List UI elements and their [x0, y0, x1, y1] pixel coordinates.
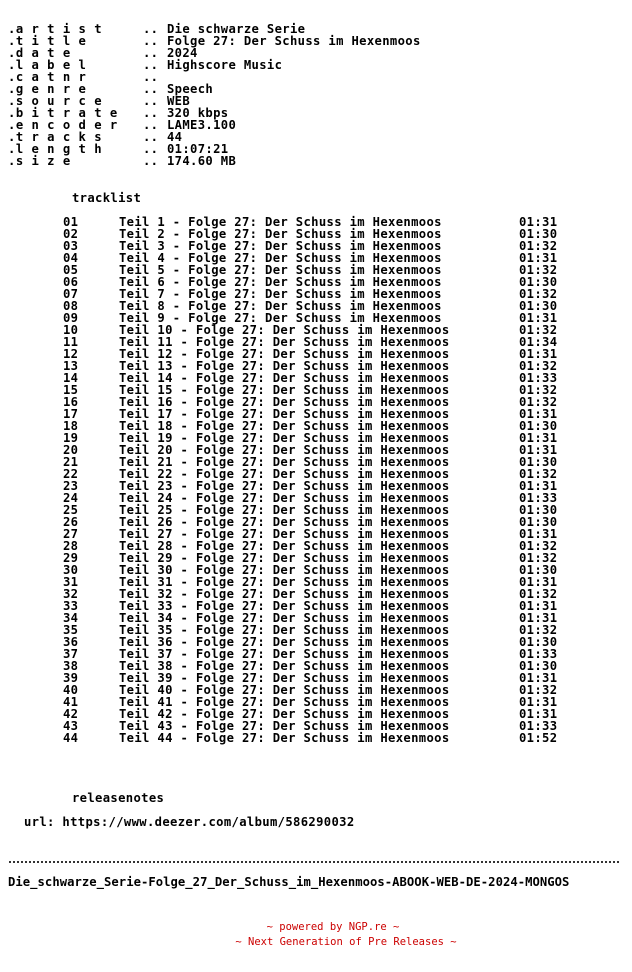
next-generation-footer: ~ Next Generation of Pre Releases ~: [235, 936, 457, 948]
track-title: Teil 43 - Folge 27: Der Schuss im Hexenmoos: [119, 719, 450, 733]
release-name: Die_schwarze_Serie-Folge_27_Der_Schuss_im_Hexenmoos-ABOOK-WEB-DE-2024-MONGOS: [8, 875, 570, 889]
info-value: Folge 27: Der Schuss im Hexenmoos: [167, 34, 421, 48]
track-duration: 01:30: [519, 419, 558, 433]
track-duration: 01:30: [519, 515, 558, 529]
track-duration: 01:30: [519, 455, 558, 469]
track-duration: 01:31: [519, 215, 558, 229]
info-separator: ..: [143, 70, 159, 84]
track-duration: 01:30: [519, 227, 558, 241]
track-title: Teil 23 - Folge 27: Der Schuss im Hexenmoos: [119, 479, 450, 493]
track-title: Teil 15 - Folge 27: Der Schuss im Hexenmoos: [119, 383, 450, 397]
track-title: Teil 41 - Folge 27: Der Schuss im Hexenmoos: [119, 695, 450, 709]
track-number: 23: [63, 479, 79, 493]
info-value: 44: [167, 130, 183, 144]
info-value: 174.60 MB: [167, 154, 237, 168]
track-duration: 01:32: [519, 287, 558, 301]
track-title: Teil 24 - Folge 27: Der Schuss im Hexenmoos: [119, 491, 450, 505]
track-number: 44: [63, 731, 79, 745]
info-key: .b i t r a t e: [8, 106, 118, 120]
info-key: .l a b e l: [8, 58, 87, 72]
track-title: Teil 10 - Folge 27: Der Schuss im Hexenmoos: [119, 323, 450, 337]
info-key: .g e n r e: [8, 82, 87, 96]
track-duration: 01:31: [519, 479, 558, 493]
track-duration: 01:33: [519, 647, 558, 661]
track-duration: 01:31: [519, 443, 558, 457]
info-separator: ..: [143, 82, 159, 96]
track-title: Teil 5 - Folge 27: Der Schuss im Hexenmoos: [119, 263, 442, 277]
track-duration: 01:32: [519, 539, 558, 553]
track-number: 07: [63, 287, 79, 301]
track-title: Teil 40 - Folge 27: Der Schuss im Hexenmoos: [119, 683, 450, 697]
info-key: .c a t n r: [8, 70, 87, 84]
track-title: Teil 34 - Folge 27: Der Schuss im Hexenmoos: [119, 611, 450, 625]
track-duration: 01:31: [519, 311, 558, 325]
track-title: Teil 17 - Folge 27: Der Schuss im Hexenmoos: [119, 407, 450, 421]
releasenotes-heading: releasenotes: [72, 791, 165, 805]
info-key: .d a t e: [8, 46, 71, 60]
info-separator: ..: [143, 34, 159, 48]
info-value: Speech: [167, 82, 214, 96]
track-number: 19: [63, 431, 79, 445]
track-number: 05: [63, 263, 79, 277]
track-title: Teil 18 - Folge 27: Der Schuss im Hexenmoos: [119, 419, 450, 433]
track-number: 21: [63, 455, 79, 469]
info-key: .s o u r c e: [8, 94, 103, 108]
track-number: 40: [63, 683, 79, 697]
track-title: Teil 1 - Folge 27: Der Schuss im Hexenmoos: [119, 215, 442, 229]
info-key: .l e n g t h: [8, 142, 103, 156]
track-duration: 01:32: [519, 623, 558, 637]
track-number: 04: [63, 251, 79, 265]
track-number: 22: [63, 467, 79, 481]
track-duration: 01:31: [519, 599, 558, 613]
track-duration: 01:31: [519, 671, 558, 685]
track-duration: 01:30: [519, 659, 558, 673]
track-number: 24: [63, 491, 79, 505]
track-number: 43: [63, 719, 79, 733]
track-number: 18: [63, 419, 79, 433]
track-title: Teil 4 - Folge 27: Der Schuss im Hexenmoos: [119, 251, 442, 265]
info-key: .t i t l e: [8, 34, 87, 48]
track-number: 02: [63, 227, 79, 241]
track-title: Teil 32 - Folge 27: Der Schuss im Hexenmoos: [119, 587, 450, 601]
info-value: Highscore Music: [167, 58, 283, 72]
track-number: 17: [63, 407, 79, 421]
track-title: Teil 22 - Folge 27: Der Schuss im Hexenmoos: [119, 467, 450, 481]
track-number: 06: [63, 275, 79, 289]
dotted-divider: [8, 861, 620, 863]
track-number: 26: [63, 515, 79, 529]
track-duration: 01:32: [519, 395, 558, 409]
track-number: 28: [63, 539, 79, 553]
track-duration: 01:34: [519, 335, 558, 349]
track-title: Teil 37 - Folge 27: Der Schuss im Hexenmoos: [119, 647, 450, 661]
info-separator: ..: [143, 142, 159, 156]
track-duration: 01:32: [519, 323, 558, 337]
track-number: 30: [63, 563, 79, 577]
track-title: Teil 16 - Folge 27: Der Schuss im Hexenmoos: [119, 395, 450, 409]
track-duration: 01:32: [519, 359, 558, 373]
track-number: 20: [63, 443, 79, 457]
info-separator: ..: [143, 130, 159, 144]
track-title: Teil 39 - Folge 27: Der Schuss im Hexenmoos: [119, 671, 450, 685]
track-title: Teil 44 - Folge 27: Der Schuss im Hexenmoos: [119, 731, 450, 745]
track-number: 15: [63, 383, 79, 397]
track-number: 25: [63, 503, 79, 517]
info-separator: ..: [143, 106, 159, 120]
track-number: 13: [63, 359, 79, 373]
info-key: .e n c o d e r: [8, 118, 118, 132]
info-key: .t r a c k s: [8, 130, 103, 144]
track-duration: 01:33: [519, 719, 558, 733]
track-number: 12: [63, 347, 79, 361]
track-duration: 01:32: [519, 383, 558, 397]
track-title: Teil 26 - Folge 27: Der Schuss im Hexenmoos: [119, 515, 450, 529]
track-duration: 01:31: [519, 575, 558, 589]
track-duration: 01:31: [519, 707, 558, 721]
info-separator: ..: [143, 94, 159, 108]
info-key: .s i z e: [8, 154, 71, 168]
track-number: 29: [63, 551, 79, 565]
info-separator: ..: [143, 58, 159, 72]
track-duration: 01:31: [519, 407, 558, 421]
track-title: Teil 38 - Folge 27: Der Schuss im Hexenmoos: [119, 659, 450, 673]
info-separator: ..: [143, 154, 159, 168]
track-duration: 01:32: [519, 467, 558, 481]
track-number: 41: [63, 695, 79, 709]
track-title: Teil 25 - Folge 27: Der Schuss im Hexenmoos: [119, 503, 450, 517]
track-duration: 01:33: [519, 491, 558, 505]
track-duration: 01:30: [519, 563, 558, 577]
track-title: Teil 3 - Folge 27: Der Schuss im Hexenmoos: [119, 239, 442, 253]
track-number: 03: [63, 239, 79, 253]
track-title: Teil 36 - Folge 27: Der Schuss im Hexenmoos: [119, 635, 450, 649]
track-duration: 01:30: [519, 275, 558, 289]
info-key: .a r t i s t: [8, 22, 103, 36]
track-duration: 01:30: [519, 299, 558, 313]
track-duration: 01:32: [519, 263, 558, 277]
track-duration: 01:31: [519, 527, 558, 541]
track-title: Teil 8 - Folge 27: Der Schuss im Hexenmoos: [119, 299, 442, 313]
track-number: 10: [63, 323, 79, 337]
track-title: Teil 31 - Folge 27: Der Schuss im Hexenmoos: [119, 575, 450, 589]
track-number: 38: [63, 659, 79, 673]
track-title: Teil 20 - Folge 27: Der Schuss im Hexenmoos: [119, 443, 450, 457]
track-title: Teil 33 - Folge 27: Der Schuss im Hexenmoos: [119, 599, 450, 613]
track-number: 11: [63, 335, 79, 349]
track-number: 34: [63, 611, 79, 625]
track-title: Teil 14 - Folge 27: Der Schuss im Hexenmoos: [119, 371, 450, 385]
track-title: Teil 6 - Folge 27: Der Schuss im Hexenmoos: [119, 275, 442, 289]
track-title: Teil 19 - Folge 27: Der Schuss im Hexenmoos: [119, 431, 450, 445]
track-duration: 01:31: [519, 251, 558, 265]
track-duration: 01:32: [519, 587, 558, 601]
track-duration: 01:32: [519, 551, 558, 565]
track-duration: 01:32: [519, 239, 558, 253]
track-number: 37: [63, 647, 79, 661]
track-duration: 01:31: [519, 611, 558, 625]
track-duration: 01:52: [519, 731, 558, 745]
track-duration: 01:30: [519, 635, 558, 649]
info-value: Die schwarze Serie: [167, 22, 306, 36]
track-number: 35: [63, 623, 79, 637]
track-duration: 01:31: [519, 431, 558, 445]
info-value: WEB: [167, 94, 191, 108]
track-title: Teil 29 - Folge 27: Der Schuss im Hexenmoos: [119, 551, 450, 565]
track-number: 32: [63, 587, 79, 601]
tracklist: [0, 216, 632, 744]
track-row: [0, 732, 632, 744]
track-duration: 01:31: [519, 695, 558, 709]
info-value: 01:07:21: [167, 142, 229, 156]
info-value: LAME3.100: [167, 118, 237, 132]
track-number: 27: [63, 527, 79, 541]
track-title: Teil 30 - Folge 27: Der Schuss im Hexenmoos: [119, 563, 450, 577]
track-number: 01: [63, 215, 79, 229]
track-title: Teil 2 - Folge 27: Der Schuss im Hexenmoos: [119, 227, 442, 241]
info-separator: ..: [143, 46, 159, 60]
track-title: Teil 42 - Folge 27: Der Schuss im Hexenmoos: [119, 707, 450, 721]
track-title: Teil 35 - Folge 27: Der Schuss im Hexenmoos: [119, 623, 450, 637]
track-title: Teil 9 - Folge 27: Der Schuss im Hexenmoos: [119, 311, 442, 325]
track-number: 09: [63, 311, 79, 325]
track-title: Teil 11 - Folge 27: Der Schuss im Hexenmoos: [119, 335, 450, 349]
track-title: Teil 27 - Folge 27: Der Schuss im Hexenmoos: [119, 527, 450, 541]
track-title: Teil 12 - Folge 27: Der Schuss im Hexenmoos: [119, 347, 450, 361]
track-number: 31: [63, 575, 79, 589]
track-duration: 01:32: [519, 683, 558, 697]
track-duration: 01:31: [519, 347, 558, 361]
track-title: Teil 21 - Folge 27: Der Schuss im Hexenmoos: [119, 455, 450, 469]
info-separator: ..: [143, 22, 159, 36]
track-duration: 01:33: [519, 371, 558, 385]
track-title: Teil 28 - Folge 27: Der Schuss im Hexenmoos: [119, 539, 450, 553]
info-separator: ..: [143, 118, 159, 132]
track-duration: 01:30: [519, 503, 558, 517]
powered-by-footer: ~ powered by NGP.re ~: [266, 921, 400, 933]
track-title: Teil 7 - Folge 27: Der Schuss im Hexenmoos: [119, 287, 442, 301]
track-number: 39: [63, 671, 79, 685]
info-value: 2024: [167, 46, 198, 60]
track-number: 16: [63, 395, 79, 409]
track-title: Teil 13 - Folge 27: Der Schuss im Hexenmoos: [119, 359, 450, 373]
track-number: 42: [63, 707, 79, 721]
track-number: 33: [63, 599, 79, 613]
release-url[interactable]: url: https://www.deezer.com/album/586290032: [24, 815, 355, 829]
track-number: 36: [63, 635, 79, 649]
track-number: 14: [63, 371, 79, 385]
info-value: 320 kbps: [167, 106, 229, 120]
track-number: 08: [63, 299, 79, 313]
tracklist-heading: tracklist: [72, 191, 142, 205]
